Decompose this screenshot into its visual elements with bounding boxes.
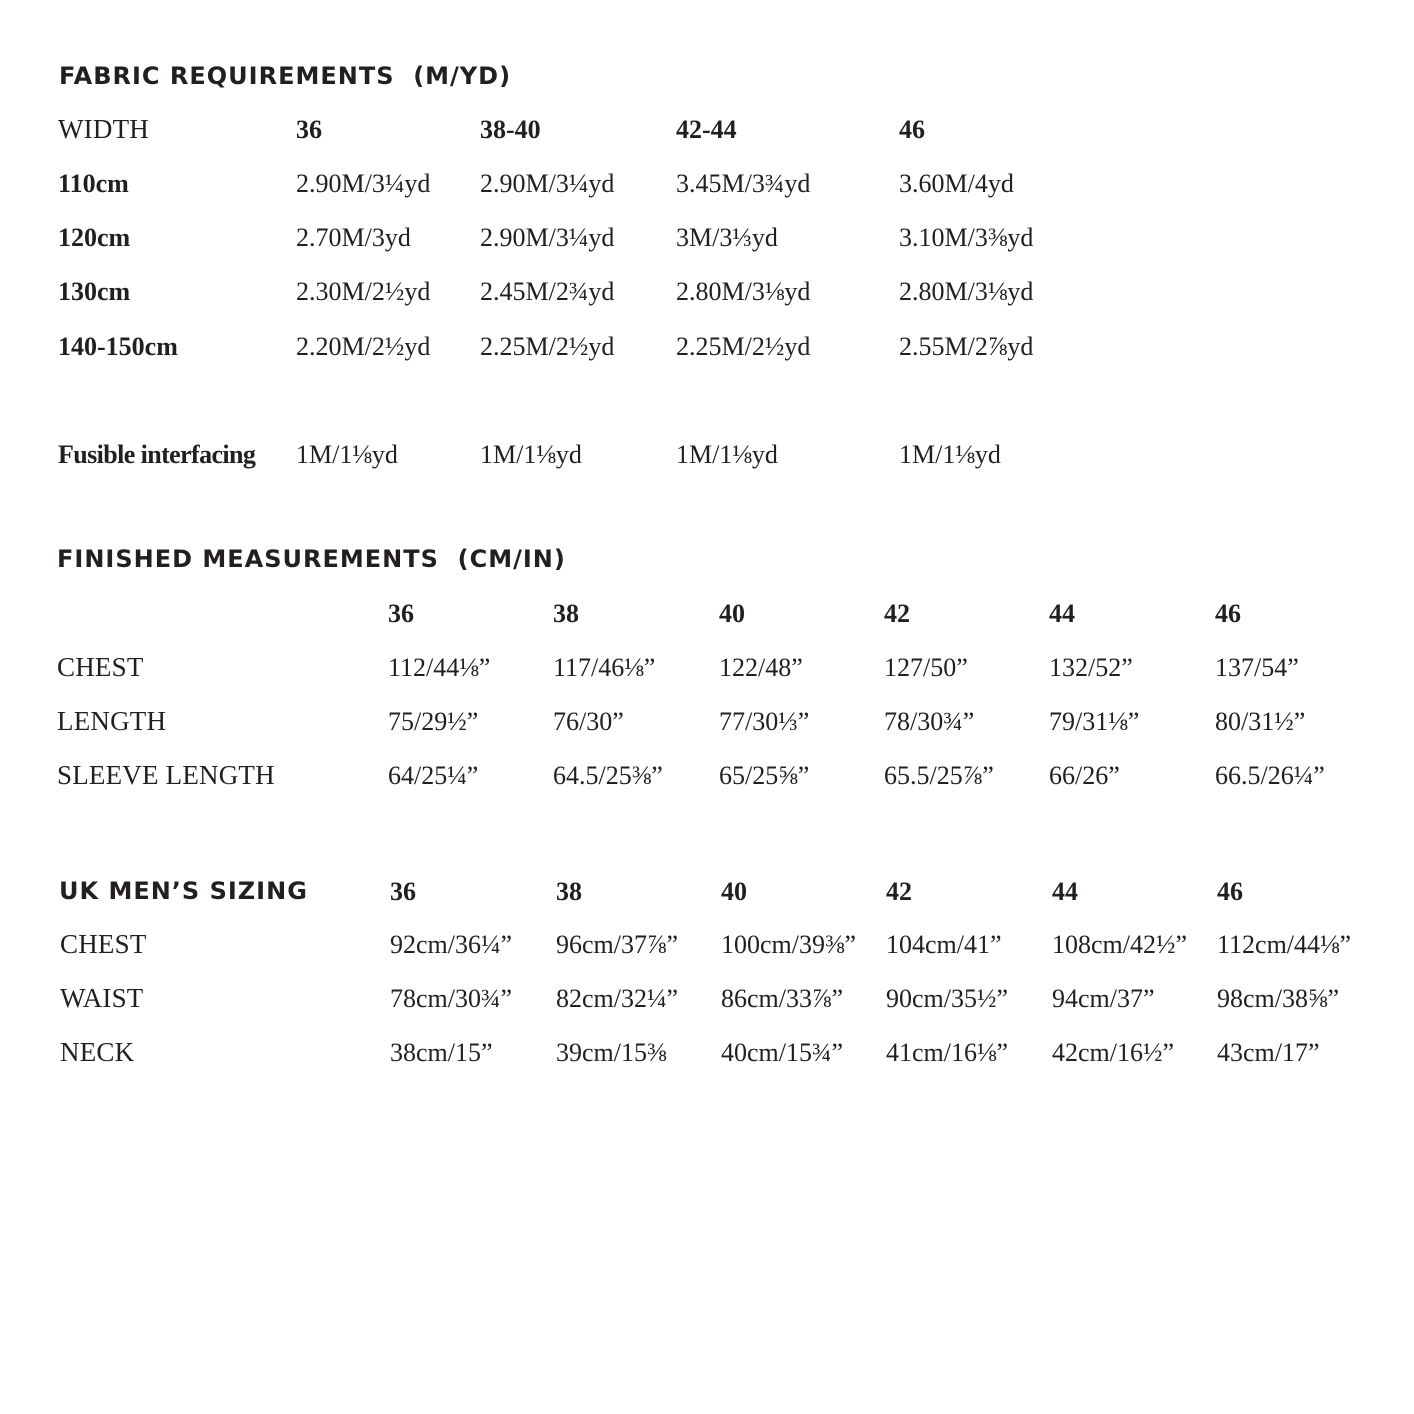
uk-size-header: 44 xyxy=(1052,877,1078,906)
uk-cell: 42cm/16½” xyxy=(1052,1038,1175,1067)
finished-cell: 79/31⅛” xyxy=(1049,707,1140,736)
finished-cell: 64.5/25⅜” xyxy=(553,761,663,790)
uk-cell: 90cm/35½” xyxy=(886,984,1009,1013)
uk-cell: 96cm/37⅞” xyxy=(556,930,679,959)
finished-cell: 122/48” xyxy=(719,653,803,682)
fabric-cell: 2.80M/3⅛yd xyxy=(676,277,811,306)
finished-cell: 65/25⅝” xyxy=(719,761,810,790)
finished-cell: 137/54” xyxy=(1215,653,1299,682)
fabric-width-label: 130cm xyxy=(58,277,131,306)
fabric-cell: 3.60M/4yd xyxy=(899,169,1014,198)
finished-cell: 75/29½” xyxy=(388,707,479,736)
finished-row-label: CHEST xyxy=(57,652,144,682)
uk-size-header: 40 xyxy=(721,877,747,906)
finished-cell: 76/30” xyxy=(553,707,624,736)
finished-cell: 65.5/25⅞” xyxy=(884,761,994,790)
finished-cell: 77/30⅓” xyxy=(719,707,810,736)
fabric-size-header: 38-40 xyxy=(480,115,541,144)
uk-cell: 43cm/17” xyxy=(1217,1038,1320,1067)
uk-cell: 38cm/15” xyxy=(390,1038,493,1067)
uk-size-header: 46 xyxy=(1217,877,1243,906)
uk-cell: 41cm/16⅛” xyxy=(886,1038,1009,1067)
fabric-width-label: 110cm xyxy=(58,169,129,198)
finished-cell: 117/46⅛” xyxy=(553,653,656,682)
uk-size-header: 38 xyxy=(556,877,582,906)
fabric-cell: 2.80M/3⅛yd xyxy=(899,277,1034,306)
finished-cell: 66.5/26¼” xyxy=(1215,761,1325,790)
uk-cell: 82cm/32¼” xyxy=(556,984,679,1013)
uk-cell: 112cm/44⅛” xyxy=(1217,930,1352,959)
interfacing-cell: 1M/1⅛yd xyxy=(296,440,398,469)
fabric-cell: 2.25M/2½yd xyxy=(480,332,615,361)
uk-mens-sizing-title: UK MEN’S SIZING xyxy=(59,877,308,905)
finished-size-header: 36 xyxy=(388,599,414,628)
uk-cell: 100cm/39⅜” xyxy=(721,930,857,959)
uk-cell: 98cm/38⅝” xyxy=(1217,984,1340,1013)
fabric-cell: 2.20M/2½yd xyxy=(296,332,431,361)
fabric-cell: 2.55M/2⅞yd xyxy=(899,332,1034,361)
fabric-size-header: 42-44 xyxy=(676,115,737,144)
fabric-cell: 2.90M/3¼yd xyxy=(480,223,615,252)
finished-row-label: SLEEVE LENGTH xyxy=(57,760,275,790)
fabric-cell: 2.90M/3¼yd xyxy=(480,169,615,198)
fabric-width-label: 120cm xyxy=(58,223,131,252)
finished-size-header: 44 xyxy=(1049,599,1075,628)
finished-size-header: 38 xyxy=(553,599,579,628)
fabric-width-header: WIDTH xyxy=(58,114,149,144)
uk-cell: 39cm/15⅜ xyxy=(556,1038,667,1067)
fabric-cell: 2.30M/2½yd xyxy=(296,277,431,306)
interfacing-cell: 1M/1⅛yd xyxy=(899,440,1001,469)
uk-row-label: NECK xyxy=(60,1037,135,1067)
uk-row-label: CHEST xyxy=(60,929,147,959)
finished-cell: 64/25¼” xyxy=(388,761,479,790)
finished-cell: 80/31½” xyxy=(1215,707,1306,736)
finished-cell: 66/26” xyxy=(1049,761,1120,790)
uk-cell: 108cm/42½” xyxy=(1052,930,1188,959)
fabric-cell: 2.90M/3¼yd xyxy=(296,169,431,198)
uk-cell: 86cm/33⅞” xyxy=(721,984,844,1013)
finished-cell: 78/30¾” xyxy=(884,707,975,736)
finished-measurements-title: FINISHED MEASUREMENTS (CM/IN) xyxy=(57,545,566,573)
fabric-width-label: 140-150cm xyxy=(58,332,178,361)
uk-row-label: WAIST xyxy=(60,983,144,1013)
fusible-interfacing-label: Fusible interfacing xyxy=(58,440,256,469)
uk-cell: 104cm/41” xyxy=(886,930,1002,959)
fabric-size-header: 46 xyxy=(899,115,925,144)
fabric-cell: 3M/3⅓yd xyxy=(676,223,778,252)
finished-cell: 112/44⅛” xyxy=(388,653,491,682)
uk-cell: 40cm/15¾” xyxy=(721,1038,844,1067)
finished-size-header: 40 xyxy=(719,599,745,628)
uk-size-header: 36 xyxy=(390,877,416,906)
finished-row-label: LENGTH xyxy=(57,706,167,736)
fabric-cell: 3.45M/3¾yd xyxy=(676,169,811,198)
interfacing-cell: 1M/1⅛yd xyxy=(480,440,582,469)
fabric-requirements-title: FABRIC REQUIREMENTS (M/YD) xyxy=(59,62,512,90)
fabric-cell: 2.45M/2¾yd xyxy=(480,277,615,306)
uk-size-header: 42 xyxy=(886,877,912,906)
fabric-cell: 3.10M/3⅜yd xyxy=(899,223,1034,252)
interfacing-cell: 1M/1⅛yd xyxy=(676,440,778,469)
uk-cell: 92cm/36¼” xyxy=(390,930,513,959)
finished-size-header: 46 xyxy=(1215,599,1241,628)
finished-cell: 127/50” xyxy=(884,653,968,682)
finished-cell: 132/52” xyxy=(1049,653,1133,682)
finished-size-header: 42 xyxy=(884,599,910,628)
uk-cell: 78cm/30¾” xyxy=(390,984,513,1013)
fabric-size-header: 36 xyxy=(296,115,322,144)
uk-cell: 94cm/37” xyxy=(1052,984,1155,1013)
fabric-cell: 2.25M/2½yd xyxy=(676,332,811,361)
fabric-cell: 2.70M/3yd xyxy=(296,223,411,252)
